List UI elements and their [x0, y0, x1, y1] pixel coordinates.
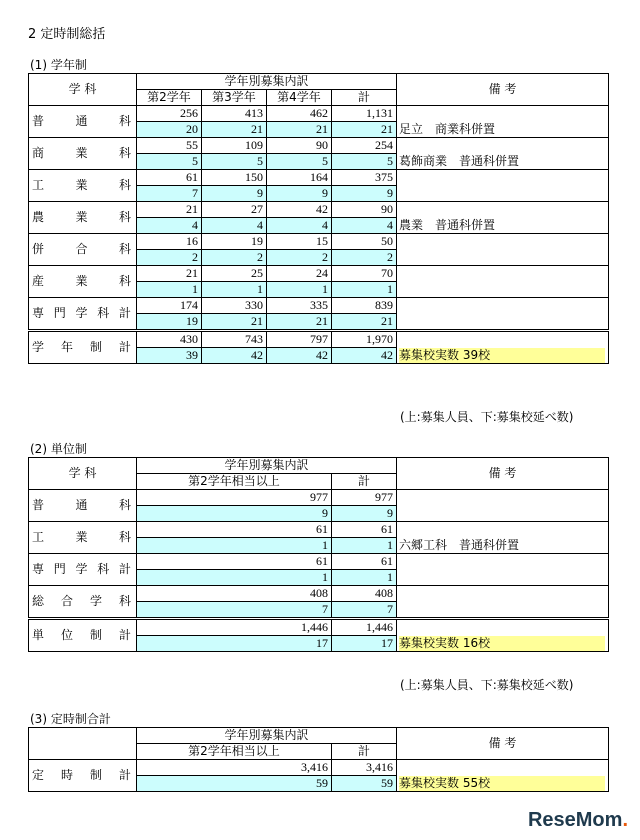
table-row [29, 234, 609, 250]
value-cell: 61 [137, 522, 332, 538]
count-cell: 21 [267, 314, 332, 331]
dept-label-text: 商 業 科 [32, 146, 131, 160]
table-row [29, 298, 609, 314]
value-cell: 61 [332, 522, 397, 538]
value-cell: 21 [137, 266, 202, 282]
dept-label-text: 併 合 科 [32, 242, 131, 256]
count-cell: 9 [137, 506, 332, 522]
value-cell: 42 [267, 202, 332, 218]
count-cell: 1 [267, 282, 332, 298]
remark-cell [397, 490, 609, 522]
value-cell: 413 [202, 106, 267, 122]
value-cell: 55 [137, 138, 202, 154]
dept-label [29, 331, 137, 364]
count-cell: 4 [267, 218, 332, 234]
count-cell: 2 [202, 250, 267, 266]
remarks-header: 備 考 [397, 458, 609, 490]
count-cell: 9 [202, 186, 267, 202]
value-cell: 1,131 [332, 106, 397, 122]
dept-label-text: 農 業 科 [32, 210, 131, 224]
remarks-header: 備 考 [397, 728, 609, 760]
remark-cell: 足立 商業科併置 [397, 106, 609, 138]
dept-label-text: 専 門 学 科 計 [32, 306, 131, 320]
table-row [29, 619, 609, 636]
dept-label-text: 工 業 科 [32, 178, 131, 192]
count-cell: 1 [332, 538, 397, 554]
dept-label-text: 工 業 科 [32, 530, 131, 544]
page-title: 2 定時制総括 [28, 27, 106, 42]
table-row [29, 331, 609, 348]
count-cell: 20 [137, 122, 202, 138]
value-cell: 90 [267, 138, 332, 154]
dept-label [29, 554, 137, 586]
table-row [29, 554, 609, 570]
dept-label-text: 産 業 科 [32, 274, 131, 288]
count-cell: 5 [137, 154, 202, 170]
count-cell: 9 [332, 186, 397, 202]
value-cell: 254 [332, 138, 397, 154]
count-cell: 5 [202, 154, 267, 170]
value-cell: 16 [137, 234, 202, 250]
value-cell: 3,416 [137, 760, 332, 776]
count-cell: 7 [137, 186, 202, 202]
value-cell: 977 [137, 490, 332, 506]
count-cell: 1 [137, 282, 202, 298]
dept-label [29, 202, 137, 234]
col-header: 第2学年相当以上 [137, 474, 332, 490]
dept-label [29, 298, 137, 331]
section2-title: (2) 単位制 [30, 442, 87, 456]
count-cell: 7 [137, 602, 332, 619]
section3-title: (3) 定時制合計 [30, 712, 111, 726]
dept-label [29, 138, 137, 170]
table-row [29, 202, 609, 218]
dept-label-text: 単 位 制 計 [32, 628, 131, 642]
value-cell: 61 [332, 554, 397, 570]
value-cell: 174 [137, 298, 202, 314]
col-header: 第3学年 [202, 90, 267, 106]
remarks-header: 備 考 [397, 74, 609, 106]
table-row [29, 522, 609, 538]
count-cell: 1 [137, 538, 332, 554]
value-cell: 19 [202, 234, 267, 250]
value-cell: 430 [137, 331, 202, 348]
count-cell: 2 [267, 250, 332, 266]
value-cell: 61 [137, 170, 202, 186]
value-cell: 408 [332, 586, 397, 602]
dept-label-text: 学 年 制 計 [32, 340, 131, 354]
value-cell: 24 [267, 266, 332, 282]
col-header: 計 [332, 474, 397, 490]
remark-cell: 農業 普通科併置 [397, 202, 609, 234]
count-cell: 1 [332, 570, 397, 586]
value-cell: 408 [137, 586, 332, 602]
count-cell: 42 [202, 348, 267, 364]
dept-label [29, 234, 137, 266]
value-cell: 3,416 [332, 760, 397, 776]
count-cell: 4 [332, 218, 397, 234]
count-cell: 21 [332, 314, 397, 331]
count-cell: 4 [137, 218, 202, 234]
remark-cell [397, 554, 609, 586]
dept-label-text: 専 門 学 科 計 [32, 562, 131, 576]
value-cell: 839 [332, 298, 397, 314]
count-cell: 21 [332, 122, 397, 138]
section2-note: (上:募集人員、下:募集校延べ数) [400, 678, 574, 692]
section1-title: (1) 学年制 [30, 58, 87, 72]
group-header: 学年別募集内訳 [137, 458, 397, 474]
value-cell: 1,970 [332, 331, 397, 348]
remark-cell [397, 170, 609, 202]
dept-header: 学 科 [29, 74, 137, 106]
value-cell: 375 [332, 170, 397, 186]
dept-header: 学 科 [29, 458, 137, 490]
count-cell: 39 [137, 348, 202, 364]
dept-label [29, 522, 137, 554]
dept-label-text: 普 通 科 [32, 114, 131, 128]
count-cell: 42 [267, 348, 332, 364]
value-cell: 70 [332, 266, 397, 282]
count-cell: 42 [332, 348, 397, 364]
value-cell: 797 [267, 331, 332, 348]
value-cell: 743 [202, 331, 267, 348]
value-cell: 164 [267, 170, 332, 186]
col-header: 計 [332, 90, 397, 106]
dept-label [29, 586, 137, 619]
count-cell: 5 [332, 154, 397, 170]
value-cell: 330 [202, 298, 267, 314]
count-cell: 4 [202, 218, 267, 234]
value-cell: 150 [202, 170, 267, 186]
count-cell: 7 [332, 602, 397, 619]
remark-cell [397, 234, 609, 266]
remark-cell: 募集校実数 55校 [397, 760, 609, 792]
count-cell: 1 [332, 282, 397, 298]
remark-cell: 六郷工科 普通科併置 [397, 522, 609, 554]
value-cell: 15 [267, 234, 332, 250]
col-header: 第4学年 [267, 90, 332, 106]
value-cell: 256 [137, 106, 202, 122]
resemom-logo: ReseMom. [527, 809, 628, 831]
value-cell: 50 [332, 234, 397, 250]
grade-system-table [28, 73, 609, 364]
remark-cell [397, 298, 609, 331]
remark-cell [397, 586, 609, 619]
count-cell: 2 [137, 250, 202, 266]
value-cell: 109 [202, 138, 267, 154]
col-header: 第2学年 [137, 90, 202, 106]
count-cell: 59 [332, 776, 397, 792]
count-cell: 59 [137, 776, 332, 792]
dept-label [29, 490, 137, 522]
col-header: 第2学年相当以上 [137, 744, 332, 760]
dept-label [29, 760, 137, 792]
credit-system-table [28, 457, 609, 652]
value-cell: 90 [332, 202, 397, 218]
remark-cell: 募集校実数 39校 [397, 331, 609, 364]
dept-label-text: 普 通 科 [32, 498, 131, 512]
dept-label [29, 106, 137, 138]
table-row [29, 266, 609, 282]
blank-header [29, 728, 137, 760]
group-header: 学年別募集内訳 [137, 74, 397, 90]
count-cell: 19 [137, 314, 202, 331]
count-cell: 17 [137, 636, 332, 652]
table-row [29, 138, 609, 154]
count-cell: 21 [202, 314, 267, 331]
dept-label [29, 266, 137, 298]
dept-label [29, 170, 137, 202]
value-cell: 25 [202, 266, 267, 282]
count-cell: 5 [267, 154, 332, 170]
dept-label-text: 総 合 学 科 [32, 594, 131, 608]
dept-label-text: 定 時 制 計 [32, 768, 131, 782]
count-cell: 17 [332, 636, 397, 652]
value-cell: 21 [137, 202, 202, 218]
table-row [29, 760, 609, 776]
table-row [29, 586, 609, 602]
count-cell: 2 [332, 250, 397, 266]
value-cell: 61 [137, 554, 332, 570]
count-cell: 9 [267, 186, 332, 202]
count-cell: 21 [202, 122, 267, 138]
group-header: 学年別募集内訳 [137, 728, 397, 744]
table-row [29, 170, 609, 186]
remark-cell: 葛飾商業 普通科併置 [397, 138, 609, 170]
count-cell: 21 [267, 122, 332, 138]
count-cell: 1 [202, 282, 267, 298]
remark-cell [397, 266, 609, 298]
value-cell: 27 [202, 202, 267, 218]
dept-label [29, 619, 137, 652]
table-row [29, 106, 609, 122]
col-header: 計 [332, 744, 397, 760]
value-cell: 335 [267, 298, 332, 314]
section1-note: (上:募集人員、下:募集校延べ数) [400, 410, 574, 424]
count-cell: 1 [137, 570, 332, 586]
part-time-total-table [28, 727, 609, 792]
count-cell: 9 [332, 506, 397, 522]
remark-cell: 募集校実数 16校 [397, 619, 609, 652]
value-cell: 1,446 [137, 619, 332, 636]
table-row [29, 490, 609, 506]
value-cell: 977 [332, 490, 397, 506]
value-cell: 462 [267, 106, 332, 122]
value-cell: 1,446 [332, 619, 397, 636]
